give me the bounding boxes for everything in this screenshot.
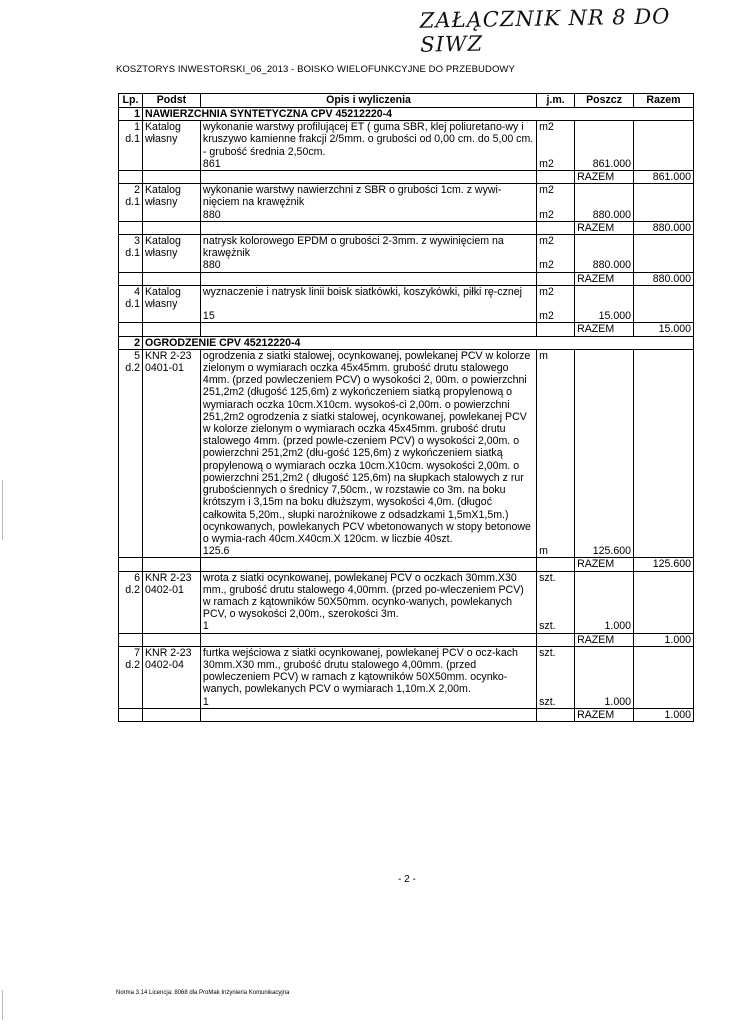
total-jm-empty	[537, 323, 575, 336]
qty-lp-empty	[119, 545, 143, 558]
item-description: wyznaczenie i natrysk linii boisk siatkówki, koszykówki, piłki rę-cznej	[200, 285, 536, 310]
col-razem-header: Razem	[634, 94, 694, 108]
item-poszcz-value: 1.000	[575, 620, 634, 633]
document-header: KOSZTORYS INWESTORSKI_06_2013 - BOISKO WIELOFUNKCYJNE DO PRZEBUDOWY	[116, 64, 515, 75]
item-podst: Katalog własny	[142, 235, 200, 260]
item-unit: szt.	[537, 646, 575, 695]
total-lp-empty	[119, 633, 143, 646]
total-label: RAZEM	[575, 558, 634, 571]
item-poszcz-empty	[575, 235, 634, 260]
total-opis-empty	[200, 323, 536, 336]
total-opis-empty	[200, 633, 536, 646]
total-jm-empty	[537, 633, 575, 646]
quantity-row	[119, 545, 694, 558]
total-row	[119, 708, 694, 721]
item-unit: m2	[537, 209, 575, 222]
item-poszcz-value: 15.000	[575, 310, 634, 323]
total-lp-empty	[119, 558, 143, 571]
item-description: natrysk kolorowego EPDM o grubości 2-3mm. z wywinięciem na krawężnik	[200, 235, 536, 260]
item-poszcz-empty	[575, 571, 634, 620]
total-value: 861.000	[634, 171, 694, 184]
table-header-row	[119, 94, 694, 108]
section-header-row	[119, 336, 694, 349]
total-jm-empty	[537, 221, 575, 234]
qty-lp-empty	[119, 259, 143, 272]
qty-podst-empty	[142, 620, 200, 633]
total-row	[119, 558, 694, 571]
item-podst: KNR 2-23 0402-01	[142, 571, 200, 620]
col-lp-header: Lp.	[119, 94, 143, 108]
item-poszcz-empty	[575, 121, 634, 158]
qty-podst-empty	[142, 310, 200, 323]
qty-razem-empty	[634, 545, 694, 558]
quantity-row	[119, 259, 694, 272]
total-value: 15.000	[634, 323, 694, 336]
item-razem-empty	[634, 184, 694, 209]
table-row	[119, 285, 694, 310]
item-razem-empty	[634, 646, 694, 695]
item-poszcz-value: 125.600	[575, 545, 634, 558]
col-poszcz-header: Poszcz	[575, 94, 634, 108]
col-jm-header: j.m.	[537, 94, 575, 108]
item-lp: 5 d.2	[119, 349, 143, 545]
qty-razem-empty	[634, 209, 694, 222]
quantity-row	[119, 620, 694, 633]
item-razem-empty	[634, 571, 694, 620]
item-quantity: 880	[200, 259, 536, 272]
total-label: RAZEM	[575, 323, 634, 336]
item-unit: m2	[537, 121, 575, 158]
item-unit: szt.	[537, 620, 575, 633]
item-quantity: 125.6	[200, 545, 536, 558]
table-row	[119, 571, 694, 620]
page-number: - 2 -	[398, 874, 416, 885]
item-poszcz-value: 880.000	[575, 209, 634, 222]
item-lp: 6 d.2	[119, 571, 143, 620]
qty-podst-empty	[142, 209, 200, 222]
total-jm-empty	[537, 708, 575, 721]
section-title: OGRODZENIE CPV 45212220-4	[142, 336, 693, 349]
table-row	[119, 349, 694, 545]
total-label: RAZEM	[575, 221, 634, 234]
qty-lp-empty	[119, 696, 143, 709]
qty-lp-empty	[119, 620, 143, 633]
qty-razem-empty	[634, 259, 694, 272]
total-label: RAZEM	[575, 272, 634, 285]
total-podst-empty	[142, 272, 200, 285]
qty-lp-empty	[119, 209, 143, 222]
item-description: ogrodzenia z siatki stalowej, ocynkowanej, powlekanej PCV w kolorze zielonym o wymiarach oczka 45x45mm. grubość drutu stalowego 4mm. (przed powleczeniem PCV) o wysokości 2, 00m. o powierzchni 251,2m2 (długość 125,6m) z wykończeniem siatką propylenową o wymiarach oczka 10cm.X10cm. wysokoś-ci 2,00m. o powierzchni 251,2m2 ogrodzenia z siatki stalowej, ocynkowanej, powlekanej PCV w kolorze zielonym o wymiarach oczka 45x45mm. grubość drutu stalowego 4mm. (przed powle-czeniem PCV) o wysokości 2,00m. o powierzchni 251,2m2 (dłu-gość 125,6m) z wykończeniem siatką propylenową o wymiarach oczka 10cm.X10cm. wysokości 2,00m. o powierzchni 251,2m2 ( długość 125,6m) na słupkach stalowych z rur grubościennych o średnicy 7,50cm., w rozstawie co 3m. na boku krótszym i 3,15m na boku dłuższym, wysokości 4,0m. (długoć całkowita 5,20m., słupki narożnikowe z odsadzkami 1,5mX1,5m.) ocynkowanych, powlekanych PCV wbetonowanych w stopy betonowe o wymia-rach 40cm.X40cm.X 120cm. w liczbie 40szt.	[200, 349, 536, 545]
item-razem-empty	[634, 349, 694, 545]
total-podst-empty	[142, 221, 200, 234]
total-value: 1.000	[634, 633, 694, 646]
total-lp-empty	[119, 221, 143, 234]
item-podst: Katalog własny	[142, 184, 200, 209]
item-podst: Katalog własny	[142, 285, 200, 310]
total-value: 1.000	[634, 708, 694, 721]
item-description: wrota z siatki ocynkowanej, powlekanej PCV o oczkach 30mm.X30 mm., grubość drutu stalowego 4,00mm. (przed po-wleczeniem PCV) w ramach z kątowników 50X50mm. ocynko-wanych, powlekanych PCV, o wysokości 2,00m., szerokości 3m.	[200, 571, 536, 620]
scan-margin-mark	[2, 990, 3, 1020]
qty-podst-empty	[142, 696, 200, 709]
handwritten-annotation: ZAŁĄCZNIK NR 8 DO SIWZ	[419, 4, 671, 57]
total-lp-empty	[119, 323, 143, 336]
item-unit: m2	[537, 310, 575, 323]
qty-podst-empty	[142, 259, 200, 272]
quantity-row	[119, 209, 694, 222]
total-opis-empty	[200, 171, 536, 184]
total-lp-empty	[119, 272, 143, 285]
qty-razem-empty	[634, 620, 694, 633]
item-poszcz-value: 880.000	[575, 259, 634, 272]
total-podst-empty	[142, 323, 200, 336]
total-podst-empty	[142, 633, 200, 646]
col-podst-header: Podst	[142, 94, 200, 108]
item-unit: m2	[537, 285, 575, 310]
scan-margin-mark	[2, 480, 3, 540]
quantity-row	[119, 310, 694, 323]
qty-razem-empty	[634, 158, 694, 171]
item-poszcz-empty	[575, 349, 634, 545]
total-value: 880.000	[634, 221, 694, 234]
qty-razem-empty	[634, 696, 694, 709]
qty-lp-empty	[119, 310, 143, 323]
section-header-row	[119, 108, 694, 121]
total-value: 125.600	[634, 558, 694, 571]
section-number: 1	[119, 108, 143, 121]
section-number: 2	[119, 336, 143, 349]
item-unit: szt.	[537, 696, 575, 709]
table-row	[119, 646, 694, 695]
total-row	[119, 221, 694, 234]
item-lp: 1 d.1	[119, 121, 143, 158]
item-unit: m	[537, 545, 575, 558]
qty-razem-empty	[634, 310, 694, 323]
total-jm-empty	[537, 272, 575, 285]
table-row	[119, 121, 694, 158]
item-unit: szt.	[537, 571, 575, 620]
item-unit: m2	[537, 259, 575, 272]
item-lp: 4 d.1	[119, 285, 143, 310]
total-lp-empty	[119, 171, 143, 184]
total-value: 880.000	[634, 272, 694, 285]
total-label: RAZEM	[575, 633, 634, 646]
total-opis-empty	[200, 558, 536, 571]
quantity-row	[119, 696, 694, 709]
estimate-table	[118, 93, 694, 722]
table-row	[119, 235, 694, 260]
total-jm-empty	[537, 558, 575, 571]
qty-podst-empty	[142, 158, 200, 171]
total-jm-empty	[537, 171, 575, 184]
item-quantity: 1	[200, 620, 536, 633]
item-poszcz-empty	[575, 285, 634, 310]
qty-lp-empty	[119, 158, 143, 171]
total-lp-empty	[119, 708, 143, 721]
item-quantity: 880	[200, 209, 536, 222]
item-description: furtka wejściowa z siatki ocynkowanej, powlekanej PCV o ocz-kach 30mm.X30 mm., grubość drutu stalowego 4,00mm. (przed powleczeniem PCV) w ramach z kątowników 50X50mm. ocynko-wanych, powlekanych PCV o wymiarach 1,10m.X 2,00m.	[200, 646, 536, 695]
table-body	[119, 108, 694, 722]
total-row	[119, 633, 694, 646]
total-row	[119, 171, 694, 184]
item-quantity: 1	[200, 696, 536, 709]
item-poszcz-value: 861.000	[575, 158, 634, 171]
total-podst-empty	[142, 558, 200, 571]
item-unit: m2	[537, 158, 575, 171]
section-title: NAWIERZCHNIA SYNTETYCZNA CPV 45212220-4	[142, 108, 693, 121]
total-podst-empty	[142, 171, 200, 184]
item-lp: 2 d.1	[119, 184, 143, 209]
item-unit: m2	[537, 235, 575, 260]
total-opis-empty	[200, 221, 536, 234]
item-description: wykonanie warstwy profilującej ET ( guma SBR, klej poliuretano-wy i kruszywo kamienne frakcji 2/5mm. o grubości od 0,00 cm. do 5,00 cm. - grubość średnia 2,50cm.	[200, 121, 536, 158]
item-razem-empty	[634, 285, 694, 310]
quantity-row	[119, 158, 694, 171]
item-quantity: 861	[200, 158, 536, 171]
table-row	[119, 184, 694, 209]
total-podst-empty	[142, 708, 200, 721]
qty-podst-empty	[142, 545, 200, 558]
total-label: RAZEM	[575, 708, 634, 721]
item-podst: KNR 2-23 0401-01	[142, 349, 200, 545]
total-label: RAZEM	[575, 171, 634, 184]
item-poszcz-empty	[575, 184, 634, 209]
item-podst: KNR 2-23 0402-04	[142, 646, 200, 695]
item-lp: 3 d.1	[119, 235, 143, 260]
item-razem-empty	[634, 121, 694, 158]
total-opis-empty	[200, 708, 536, 721]
license-footer: Norma 3.14 Licencja: 8068 dla ProMak Inżynieria Komunikacyjna	[116, 990, 290, 996]
item-lp: 7 d.2	[119, 646, 143, 695]
item-description: wykonanie warstwy nawierzchni z SBR o grubości 1cm. z wywi-nięciem na krawężnik	[200, 184, 536, 209]
item-unit: m2	[537, 184, 575, 209]
item-razem-empty	[634, 235, 694, 260]
item-poszcz-value: 1.000	[575, 696, 634, 709]
item-podst: Katalog własny	[142, 121, 200, 158]
item-poszcz-empty	[575, 646, 634, 695]
total-row	[119, 272, 694, 285]
total-row	[119, 323, 694, 336]
total-opis-empty	[200, 272, 536, 285]
item-quantity: 15	[200, 310, 536, 323]
item-unit: m	[537, 349, 575, 545]
col-opis-header: Opis i wyliczenia	[200, 94, 536, 108]
